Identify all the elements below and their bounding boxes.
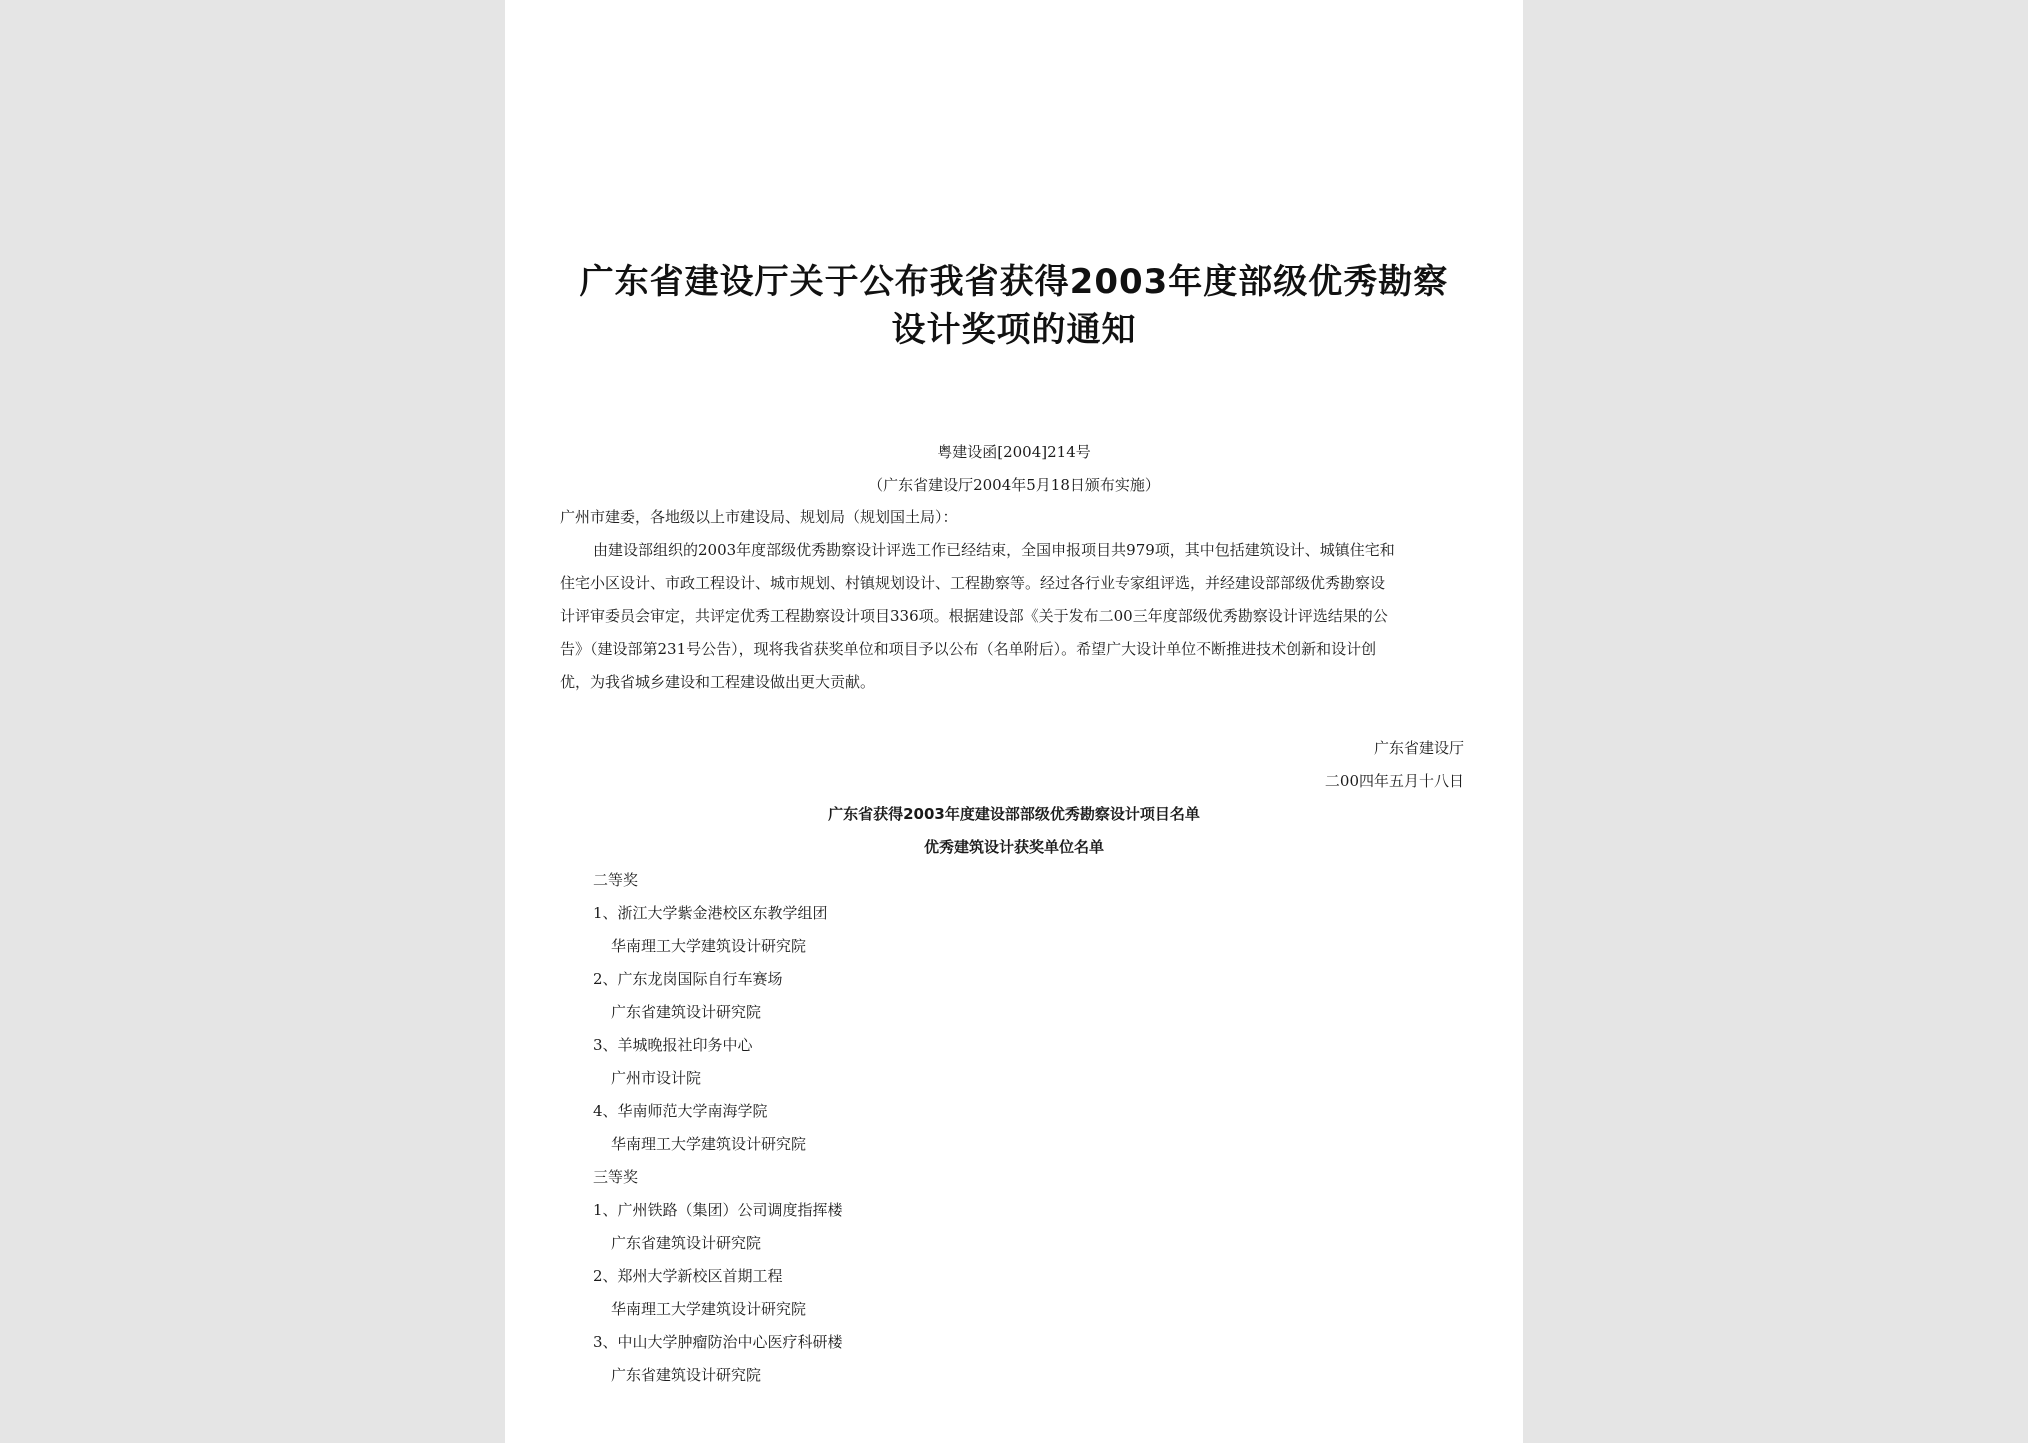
document-number: 粤建设函[2004]214号 <box>937 443 1091 461</box>
award-project: 3、中山大学肿瘤防治中心医疗科研楼 <box>593 1333 843 1351</box>
award-project: 1、浙江大学紫金港校区东教学组团 <box>593 904 828 922</box>
award-unit: 华南理工大学建筑设计研究院 <box>611 937 807 955</box>
addressee: 广州市建委，各地级以上市建设局、规划局（规划国土局）： <box>560 508 958 526</box>
body-paragraph-line: 住宅小区设计、市政工程设计、城市规划、村镇规划设计、工程勘察等。经过各行业专家组评选，并经建设部部级优秀勘察设 <box>560 574 1386 592</box>
body-paragraph-line: 告》（建设部第231号公告），现将我省获奖单位和项目予以公布（名单附后）。希望广大设计单位不断推进技术创新和设计创 <box>560 640 1377 658</box>
award-unit: 广州市设计院 <box>611 1069 702 1087</box>
signature-organization: 广东省建设厅 <box>1373 739 1464 757</box>
body-paragraph-line: 优，为我省城乡建设和工程建设做出更大贡献。 <box>560 673 876 691</box>
body-paragraph-line: 计评审委员会审定，共评定优秀工程勘察设计项目336项。根据建设部《关于发布二00三年度部级优秀勘察设计评选结果的公 <box>560 607 1388 625</box>
list-title: 广东省获得2003年度建设部部级优秀勘察设计项目名单 <box>828 805 1200 823</box>
body-paragraph-line: 由建设部组织的2003年度部级优秀勘察设计评选工作已经结束，全国申报项目共979项，其中包括建筑设计、城镇住宅和 <box>593 541 1395 559</box>
award-project: 4、华南师范大学南海学院 <box>593 1102 768 1120</box>
document-page <box>505 0 1523 1443</box>
award-project: 1、广州铁路（集团）公司调度指挥楼 <box>593 1201 843 1219</box>
award-project: 3、羊城晚报社印务中心 <box>593 1036 753 1054</box>
list-subtitle: 优秀建筑设计获奖单位名单 <box>923 838 1104 856</box>
award-unit: 广东省建筑设计研究院 <box>611 1234 762 1252</box>
award-unit: 广东省建筑设计研究院 <box>611 1366 762 1384</box>
issued-note: （广东省建设厅2004年5月18日颁布实施） <box>868 476 1160 494</box>
document-title-line-1: 广东省建设厅关于公布我省获得2003年度部级优秀勘察 <box>579 262 1449 302</box>
document-title-line-2: 设计奖项的通知 <box>891 310 1137 350</box>
award-unit: 广东省建筑设计研究院 <box>611 1003 762 1021</box>
award-project: 2、郑州大学新校区首期工程 <box>593 1267 783 1285</box>
prize-heading-second: 二等奖 <box>593 871 639 889</box>
signature-date: 二00四年五月十八日 <box>1324 772 1464 790</box>
award-unit: 华南理工大学建筑设计研究院 <box>611 1300 807 1318</box>
award-project: 2、广东龙岗国际自行车赛场 <box>593 970 783 988</box>
prize-heading-third: 三等奖 <box>593 1168 639 1186</box>
award-unit: 华南理工大学建筑设计研究院 <box>611 1135 807 1153</box>
